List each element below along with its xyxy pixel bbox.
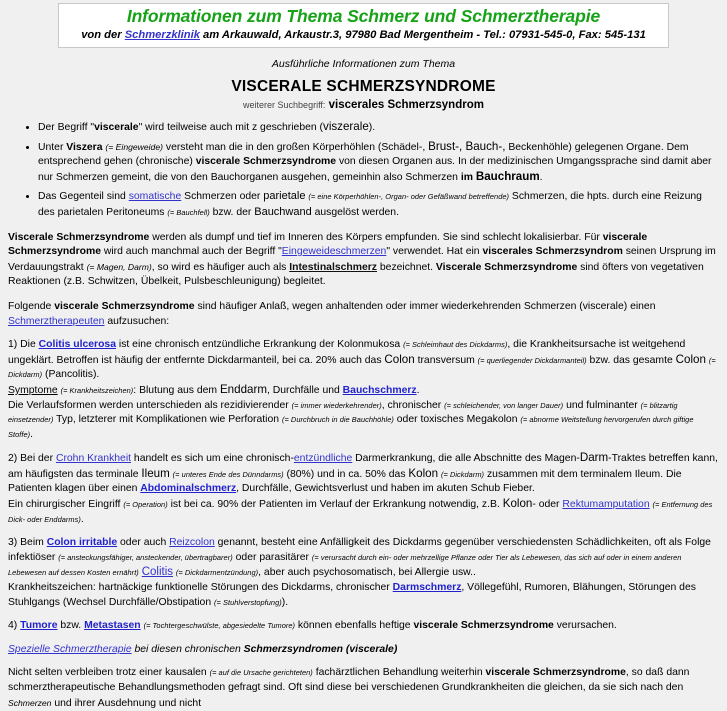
text: Schmerzen, die hpts. durch eine Reizung des parietalen Peritoneums xyxy=(38,191,702,218)
text: 1) Die xyxy=(8,339,39,351)
text: Das Gegenteil sind xyxy=(38,191,129,203)
syndrome-item-2-surgery xyxy=(8,497,719,527)
entzuendliche-link[interactable]: entzündliche xyxy=(293,453,353,465)
text: Nicht selten verbleiben trotz einer kausalen xyxy=(8,667,210,679)
schmerzklinik-link[interactable]: Schmerzklinik xyxy=(124,29,200,41)
bauchschmerz-link[interactable]: Bauchschmerz xyxy=(342,384,417,396)
text: . xyxy=(416,384,420,396)
text-large: viszerale xyxy=(323,120,369,133)
text: ). xyxy=(368,122,376,133)
emphasis: viscerale xyxy=(94,122,139,133)
text: genannt, besteht eine Anfälligkeit des Dickdarms gegenüber verschiedensten Schädlichkeiten, oft als Folge infektiöser xyxy=(8,537,711,563)
text: bzw. das gesamte xyxy=(586,354,676,366)
metastasen-link[interactable]: Metastasen xyxy=(84,620,141,632)
page-title: VISCERALE SCHMERZSYNDROME xyxy=(231,78,496,95)
text: Beckenhöhle) gelegenen Organe. Dem entsprechend gehen (chronische) xyxy=(38,141,689,168)
spezielle-schmerztherapie-link[interactable]: Spezielle Schmerztherapie xyxy=(8,643,132,655)
text: Schmerzen oder xyxy=(181,191,264,203)
text: sind öfters von vegetativen Reaktionen (z.B. Schwitzen, Übelkeit, Pulsbeschleunigung) begleitet. xyxy=(8,261,704,288)
text: aufzusuchen: xyxy=(104,315,170,327)
annotation: (= Stuhlverstopfung) xyxy=(214,597,282,607)
abdominalschmerz-link[interactable]: Abdominalschmerz xyxy=(140,483,237,495)
text: können ebenfalls heftige xyxy=(295,620,414,632)
text-large: Kolon xyxy=(502,497,533,511)
text: sind häufiger Anlaß, wegen anhaltenden oder immer wiederkehrenden Schmerzen (viscerale) einen xyxy=(194,300,656,312)
text: , chronischer xyxy=(381,399,445,411)
emphasis: viscerale Schmerzsyndrome xyxy=(485,667,626,679)
annotation: (= Bauchfell) xyxy=(167,207,210,217)
text: und fulminanter xyxy=(563,399,641,411)
tumore-link[interactable]: Tumore xyxy=(20,620,58,632)
text: : Blutung aus dem xyxy=(133,384,220,396)
site-header-banner xyxy=(58,3,669,48)
annotation: (= blitzartig einsetzender) xyxy=(8,400,678,425)
special-therapy-line xyxy=(8,643,719,658)
header-sub-prefix: von der xyxy=(81,29,125,41)
text: bezeichnet. xyxy=(377,261,436,273)
bullet-list xyxy=(8,120,719,221)
text: handelt es sich um eine chronisch- xyxy=(131,453,294,465)
annotation: (= Schleimhaut des Dickdarms) xyxy=(403,340,508,350)
text: Ein chirurgischer Eingriff xyxy=(8,499,124,511)
symptoms-label: Symptome xyxy=(8,384,58,396)
annotation: (= abnorme Weitstellung hervorgerufen durch giftige Stoffe) xyxy=(8,415,694,439)
text-large: Colon xyxy=(675,352,706,366)
text: " wird teilweise auch mit z geschrieben ( xyxy=(138,122,324,133)
closing-paragraph xyxy=(8,666,719,711)
text-large: Darm xyxy=(579,451,609,465)
schmerztherapeuten-link[interactable]: Schmerztherapeuten xyxy=(8,315,105,327)
intestinalschmerz-link[interactable]: Intestinalschmerz xyxy=(289,261,377,273)
text: oder auch xyxy=(117,537,170,549)
text-large: Ileum xyxy=(141,466,170,480)
annotation: (= auf die Ursache gerichteten) xyxy=(209,668,313,678)
text: (80%) und in ca. 50% das xyxy=(283,468,409,480)
annotation: (= Tochtergeschwülste, abgesiedelte Tumore) xyxy=(143,621,296,631)
annotation: (= Eingeweide) xyxy=(105,141,163,152)
annotation: (= Krankheitszeichen) xyxy=(60,385,134,395)
site-header-subtitle xyxy=(63,28,664,43)
text: werden als dumpf und tief im Inneren des Körpers empfunden. Sie sind schlecht lokalisierbar. Für xyxy=(149,231,603,243)
site-header-title: Informationen zum Thema Schmerz und Schmerztherapie xyxy=(126,6,601,26)
emphasis: Schmerzsyndromen (viscerale) xyxy=(243,643,398,655)
syndrome-item-3 xyxy=(8,536,719,581)
text: - oder xyxy=(532,499,563,511)
emphasis: viscerale Schmerzsyndrome xyxy=(54,300,195,312)
text: ). xyxy=(281,596,289,608)
text: , aber auch psychosomatisch, bei Allergie usw.. xyxy=(258,567,476,579)
text: versteht man die in den großen Körperhöhlen (Schädel-, xyxy=(162,141,429,153)
annotation: (= schleichender, von langer Dauer) xyxy=(444,400,564,410)
list-item xyxy=(38,189,719,220)
text: ist bei ca. 90% der Patienten im Verlauf der Erkrankung notwendig, z.B. xyxy=(167,499,503,511)
text-large: Brust-, Bauch-, xyxy=(428,139,506,153)
text-large: Kolon xyxy=(408,466,439,480)
emphasis: viscerale Schmerzsyndrome xyxy=(195,156,337,168)
annotation: (= verursacht durch ein- oder mehrzellige Pflanze oder Tier als Lebewesen, das sich auf oder in einem anderen Lebewesen auf dessen Kosten ernährt) xyxy=(8,552,682,578)
text: Krankheitszeichen: hartnäckige funktionelle Störungen des Dickdarms, chronischer xyxy=(8,582,393,594)
text: , so daß dann schmerztherapeutische Behandlungsmethoden gefragt sind. Oft sind diese bei verschiedenen Grundkrankheiten die gleichen, da sie sich nach den xyxy=(8,667,690,693)
text: Unter xyxy=(38,141,67,153)
emphasis: viscerale Schmerzsyndrome xyxy=(8,231,648,258)
syndrome-item-1-course xyxy=(8,399,719,443)
emphasis: viscerales Schmerzsyndrom xyxy=(482,246,623,258)
colitis-link[interactable]: Colitis xyxy=(141,566,174,579)
syndrome-item-1 xyxy=(8,338,719,383)
annotation: (= unteres Ende des Dünndarms) xyxy=(172,469,284,479)
text: von diesen Organen aus. In der medizinischen Umgangssprache sind damit aber nur Schmerzen gemeint, die von den Bauchorganen ausgehen, gemeinhin also Schmerzen xyxy=(38,156,712,183)
text: fachärztlichen Behandlung weiterhin xyxy=(312,667,486,679)
text: und ihrer Ausdehnung und nicht xyxy=(51,697,202,709)
emphasis: Viscerale Schmerzsyndrome xyxy=(435,261,578,273)
text: transversum xyxy=(414,354,478,366)
text: 2) Bei der xyxy=(8,453,56,465)
text: Darmerkrankung, die alle Abschnitte des Magen- xyxy=(352,453,580,465)
emphasis: Viszera xyxy=(66,141,103,153)
text: . xyxy=(30,428,34,440)
annotation: (= Entfernung des Dick- oder Enddarms) xyxy=(8,500,713,524)
text: ist eine chronisch entzündliche Erkrankung der Kolonmukosa xyxy=(116,339,404,351)
text: , die Krankheitsursache ist weitgehend ungeklärt. Betroffen ist häufig der entfernte Dickdarmanteil, bei ca. 20% auch das xyxy=(8,339,686,366)
text: bzw. xyxy=(57,620,85,632)
annotation: (= querliegender Dickdarmanteil) xyxy=(477,355,587,365)
list-item xyxy=(38,140,719,186)
text: , Durchfälle und xyxy=(267,384,343,396)
colitis-ulcerosa-link[interactable]: Colitis ulcerosa xyxy=(38,339,116,351)
syndrome-item-1-symptoms xyxy=(8,383,719,399)
emphasis: Viscerale Schmerzsyndrome xyxy=(8,231,150,243)
page-kicker: Ausführliche Informationen zum Thema xyxy=(271,58,456,70)
text-large: Enddarm xyxy=(219,382,267,396)
annotation: (= immer wiederkehrender) xyxy=(291,400,382,410)
text-large: parietale xyxy=(263,190,306,203)
text: zusammen mit dem terminalem Ileum. Die Patienten klagen über einen xyxy=(8,468,682,495)
crohn-krankheit-link[interactable]: Crohn Krankheit xyxy=(55,453,132,465)
annotation: (= Dickdarm) xyxy=(440,469,485,479)
annotation: (= Dickdarmentzündung) xyxy=(175,568,259,578)
emphasis: viscerale Schmerzsyndrome xyxy=(413,620,554,632)
text-large: Colon xyxy=(384,352,415,366)
somatische-link[interactable]: somatische xyxy=(128,191,182,203)
text: -Traktes betreffen kann, am häufigsten das terminale xyxy=(8,453,718,480)
annotation: (= eine Körperhöhlen-, Organ- oder Gefäßwand betreffende) xyxy=(308,192,510,202)
text: Der Begriff " xyxy=(38,122,95,133)
text: wird auch manchmal auch der Begriff " xyxy=(100,246,282,258)
text: Die Verlaufsformen werden unterschieden als rezidivierender xyxy=(8,399,292,411)
list-item xyxy=(38,120,719,136)
intro-paragraph xyxy=(8,231,719,290)
text: verursachen. xyxy=(553,620,617,632)
text: ausgelöst werden. xyxy=(311,206,399,218)
text: , Durchfälle, Gewichtsverlust und haben im akuten Schub Fieber. xyxy=(236,483,535,495)
text-large: Bauchwand xyxy=(254,205,312,218)
colon-irritable-link[interactable]: Colon irritable xyxy=(46,537,118,549)
text: (Pancolitis). xyxy=(42,369,100,381)
syndrome-item-4 xyxy=(8,619,719,634)
text: 3) Beim xyxy=(8,537,47,549)
annotation: (= Operation) xyxy=(123,500,168,510)
syndrome-item-3-signs xyxy=(8,581,719,610)
reizcolon-link[interactable]: Reizcolon xyxy=(169,537,215,549)
darmschmerz-link[interactable]: Darmschmerz xyxy=(392,582,462,594)
text: Folgende xyxy=(8,300,55,312)
text: bzw. der xyxy=(209,206,255,218)
text: oder toxisches Megakolon xyxy=(393,414,521,426)
text-small: Schmerzen xyxy=(8,697,52,708)
search-term-label: weiterer Suchbegriff: xyxy=(243,100,326,110)
article-content xyxy=(0,120,727,711)
emphasis-large: Bauchraum xyxy=(475,169,540,183)
text: seinen Ursprung im Verdauungstrakt xyxy=(8,246,716,273)
text: oder parasitärer xyxy=(232,551,312,563)
lead-paragraph xyxy=(8,300,719,329)
annotation: (= Magen, Darm) xyxy=(86,261,152,272)
annotation: (= ansteckungsfähiger, ansteckender, übertragbarer) xyxy=(58,552,233,562)
emphasis: im xyxy=(460,171,476,183)
text: , Völlegefühl, Rumoren, Blähungen, Störungen des Stuhlgangs (Wechsel Durchfälle/Obstipation xyxy=(8,582,696,608)
text: 4) xyxy=(8,620,21,632)
search-term-line xyxy=(0,99,727,111)
annotation: (= Dickdarm) xyxy=(8,355,716,380)
text: . xyxy=(539,171,543,183)
annotation: (= Durchbruch in die Bauchhöhle) xyxy=(281,415,394,425)
rektumamputation-link[interactable]: Rektumamputation xyxy=(562,499,650,511)
header-sub-suffix: am Arkauwald, Arkaustr.3, 97980 Bad Mergentheim - Tel.: 07931-545-0, Fax: 545-131 xyxy=(199,29,646,41)
search-term-value: viscerales Schmerzsyndrom xyxy=(328,99,484,111)
text: Typ, letzterer mit Komplikationen wie Perforation xyxy=(53,414,282,426)
text: " verwendet. Hat ein xyxy=(386,246,483,258)
text: , so wird es häufiger auch als xyxy=(151,261,290,273)
syndrome-item-2 xyxy=(8,451,719,497)
eingeweideschmerzen-link[interactable]: Eingeweideschmerzen xyxy=(281,246,387,258)
text: bei diesen chronischen xyxy=(131,643,244,655)
text: . xyxy=(80,513,84,525)
